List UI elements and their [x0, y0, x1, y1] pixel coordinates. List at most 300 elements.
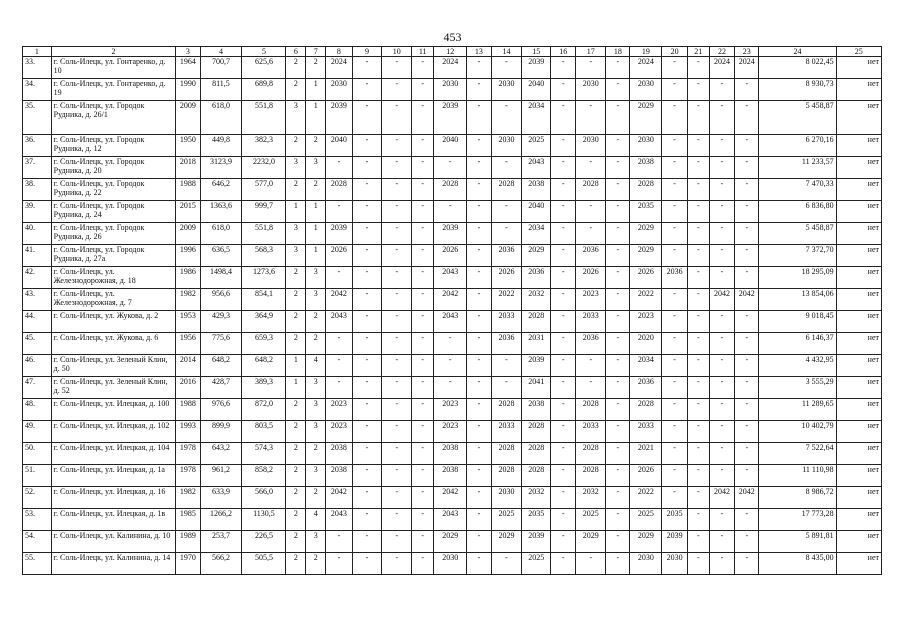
- table-cell: 2038: [326, 465, 352, 487]
- table-cell: -: [576, 223, 606, 245]
- table-cell: -: [352, 289, 382, 311]
- status-cell: нет: [836, 421, 881, 443]
- table-cell: 803,5: [242, 421, 286, 443]
- table-row: [23, 377, 882, 399]
- table-cell: -: [709, 157, 734, 179]
- table-cell: -: [687, 179, 709, 201]
- table-row: [23, 421, 882, 443]
- table-cell: -: [491, 377, 522, 399]
- column-header: 19: [630, 47, 662, 57]
- address-cell: г. Соль-Илецк, ул. Илецкая, д. 1а: [51, 465, 176, 487]
- table-row: [23, 79, 882, 101]
- table-cell: -: [735, 135, 759, 157]
- table-cell: -: [662, 399, 687, 421]
- table-cell: -: [606, 179, 630, 201]
- table-cell: 2030: [491, 487, 522, 509]
- address-cell: г. Соль-Илецк, ул. Илецкая, д. 102: [51, 421, 176, 443]
- table-cell: -: [709, 399, 734, 421]
- table-cell: -: [662, 201, 687, 223]
- table-cell: -: [412, 79, 434, 101]
- table-cell: 2023: [434, 399, 467, 421]
- table-cell: -: [326, 267, 352, 289]
- status-cell: нет: [836, 355, 881, 377]
- table-cell: 2043: [326, 311, 352, 333]
- table-cell: -: [326, 157, 352, 179]
- address-cell: г. Соль-Илецк, ул. Илецкая, д. 104: [51, 443, 176, 465]
- table-cell: -: [412, 421, 434, 443]
- table-cell: 1964: [176, 57, 200, 79]
- column-header: 18: [606, 47, 630, 57]
- table-cell: -: [326, 553, 352, 575]
- table-cell: 1: [286, 201, 306, 223]
- table-cell: 2028: [576, 443, 606, 465]
- status-cell: нет: [836, 333, 881, 355]
- column-header: 16: [551, 47, 576, 57]
- status-cell: нет: [836, 157, 881, 179]
- table-cell: 2: [286, 487, 306, 509]
- table-cell: 253,7: [200, 531, 242, 553]
- table-cell: -: [709, 267, 734, 289]
- table-cell: 1985: [176, 509, 200, 531]
- table-cell: -: [551, 355, 576, 377]
- capital-repair-table: [22, 46, 882, 575]
- table-cell: -: [576, 377, 606, 399]
- table-cell: -: [412, 179, 434, 201]
- table-cell: -: [662, 333, 687, 355]
- table-cell: 2035: [662, 509, 687, 531]
- table-cell: 2: [306, 135, 326, 157]
- table-cell: 551,8: [242, 223, 286, 245]
- table-cell: 2029: [630, 101, 662, 135]
- table-cell: -: [709, 135, 734, 157]
- table-cell: 551,8: [242, 101, 286, 135]
- table-cell: 1988: [176, 399, 200, 421]
- table-cell: 2028: [522, 311, 551, 333]
- status-cell: нет: [836, 399, 881, 421]
- table-cell: -: [687, 465, 709, 487]
- table-cell: 3: [306, 465, 326, 487]
- address-cell: г. Соль-Илецк, ул. Городок Рудника, д. 20: [51, 157, 176, 179]
- table-cell: -: [709, 377, 734, 399]
- table-cell: -: [382, 57, 412, 79]
- table-cell: -: [709, 531, 734, 553]
- status-cell: нет: [836, 179, 881, 201]
- address-cell: г. Соль-Илецк, ул. Городок Рудника, д. 24: [51, 201, 176, 223]
- table-cell: -: [412, 509, 434, 531]
- table-cell: 2036: [491, 333, 522, 355]
- table-cell: 1956: [176, 333, 200, 355]
- table-cell: 2028: [522, 465, 551, 487]
- table-cell: 2025: [522, 135, 551, 157]
- table-cell: -: [467, 377, 491, 399]
- table-cell: 568,3: [242, 245, 286, 267]
- table-cell: -: [412, 355, 434, 377]
- table-row: [23, 553, 882, 575]
- table-cell: -: [352, 421, 382, 443]
- table-cell: 574,3: [242, 443, 286, 465]
- table-cell: -: [352, 509, 382, 531]
- table-cell: -: [709, 311, 734, 333]
- column-header: 20: [662, 47, 687, 57]
- address-cell: г. Соль-Илецк, ул. Железнодорожная, д. 18: [51, 267, 176, 289]
- table-cell: -: [467, 399, 491, 421]
- table-cell: -: [382, 421, 412, 443]
- table-cell: -: [326, 333, 352, 355]
- table-row: [23, 157, 882, 179]
- table-cell: 2: [286, 443, 306, 465]
- table-cell: 2029: [576, 531, 606, 553]
- table-cell: 2033: [491, 421, 522, 443]
- table-cell: 2042: [735, 289, 759, 311]
- table-cell: -: [687, 399, 709, 421]
- table-cell: -: [352, 531, 382, 553]
- table-cell: -: [382, 101, 412, 135]
- table-cell: -: [412, 399, 434, 421]
- table-cell: -: [412, 553, 434, 575]
- table-cell: 2: [286, 531, 306, 553]
- status-cell: нет: [836, 553, 881, 575]
- row-number: 43.: [23, 289, 52, 311]
- table-cell: 648,2: [200, 355, 242, 377]
- table-cell: 2032: [522, 487, 551, 509]
- table-cell: -: [687, 245, 709, 267]
- table-cell: 2029: [630, 223, 662, 245]
- table-cell: -: [606, 509, 630, 531]
- table-cell: -: [382, 79, 412, 101]
- table-cell: 2038: [522, 179, 551, 201]
- table-cell: 2: [286, 333, 306, 355]
- cost-cell: 7 372,70: [759, 245, 836, 267]
- table-cell: -: [662, 135, 687, 157]
- table-cell: 2026: [576, 267, 606, 289]
- row-number: 53.: [23, 509, 52, 531]
- table-cell: 1: [306, 101, 326, 135]
- table-cell: -: [551, 179, 576, 201]
- status-cell: нет: [836, 79, 881, 101]
- row-number: 51.: [23, 465, 52, 487]
- table-cell: -: [687, 311, 709, 333]
- table-cell: -: [662, 311, 687, 333]
- row-number: 46.: [23, 355, 52, 377]
- table-cell: 618,0: [200, 101, 242, 135]
- table-cell: 1: [306, 201, 326, 223]
- table-cell: 1982: [176, 487, 200, 509]
- status-cell: нет: [836, 223, 881, 245]
- table-cell: -: [687, 101, 709, 135]
- address-cell: г. Соль-Илецк, ул. Гонтаренко, д. 10: [51, 57, 176, 79]
- table-cell: -: [735, 79, 759, 101]
- table-cell: -: [709, 333, 734, 355]
- table-row: [23, 223, 882, 245]
- table-cell: 1978: [176, 443, 200, 465]
- table-cell: 2039: [326, 101, 352, 135]
- table-cell: 2: [306, 443, 326, 465]
- table-cell: 3: [306, 421, 326, 443]
- table-cell: 2039: [522, 57, 551, 79]
- table-cell: 2043: [434, 267, 467, 289]
- table-cell: -: [467, 289, 491, 311]
- column-header: 21: [687, 47, 709, 57]
- table-cell: -: [491, 157, 522, 179]
- address-cell: г. Соль-Илецк, ул. Зеленый Клин, д. 50: [51, 355, 176, 377]
- cost-cell: 11 233,57: [759, 157, 836, 179]
- table-cell: -: [551, 101, 576, 135]
- status-cell: нет: [836, 509, 881, 531]
- table-cell: 2016: [176, 377, 200, 399]
- table-cell: 2023: [576, 289, 606, 311]
- table-cell: 854,1: [242, 289, 286, 311]
- table-cell: 2028: [491, 443, 522, 465]
- table-cell: 999,7: [242, 201, 286, 223]
- status-cell: нет: [836, 531, 881, 553]
- table-cell: -: [606, 487, 630, 509]
- table-cell: 2028: [491, 399, 522, 421]
- table-cell: -: [709, 509, 734, 531]
- table-cell: -: [735, 553, 759, 575]
- table-cell: 2022: [630, 289, 662, 311]
- table-row: [23, 57, 882, 79]
- table-cell: -: [491, 57, 522, 79]
- column-header: 5: [242, 47, 286, 57]
- column-header: 11: [412, 47, 434, 57]
- table-cell: -: [352, 223, 382, 245]
- table-cell: -: [467, 179, 491, 201]
- table-cell: -: [412, 135, 434, 157]
- table-cell: 1982: [176, 289, 200, 311]
- address-cell: г. Соль-Илецк, ул. Городок Рудника, д. 26/1: [51, 101, 176, 135]
- table-cell: -: [467, 223, 491, 245]
- table-cell: 2024: [709, 57, 734, 79]
- cost-cell: 3 555,29: [759, 377, 836, 399]
- cost-cell: 18 295,09: [759, 267, 836, 289]
- column-header: 15: [522, 47, 551, 57]
- table-cell: -: [606, 311, 630, 333]
- table-cell: 633,9: [200, 487, 242, 509]
- table-cell: -: [434, 201, 467, 223]
- table-cell: -: [467, 57, 491, 79]
- cost-cell: 17 773,28: [759, 509, 836, 531]
- table-cell: 2025: [522, 553, 551, 575]
- table-cell: -: [551, 333, 576, 355]
- table-cell: 2038: [630, 157, 662, 179]
- table-cell: -: [735, 179, 759, 201]
- table-cell: 3: [306, 157, 326, 179]
- table-cell: 2041: [522, 377, 551, 399]
- table-cell: 2043: [326, 509, 352, 531]
- table-cell: 2028: [491, 465, 522, 487]
- table-cell: 2025: [491, 509, 522, 531]
- cost-cell: 8 930,73: [759, 79, 836, 101]
- table-cell: -: [606, 333, 630, 355]
- table-cell: -: [412, 289, 434, 311]
- table-cell: 643,2: [200, 443, 242, 465]
- table-cell: -: [551, 201, 576, 223]
- row-number: 34.: [23, 79, 52, 101]
- address-cell: г. Соль-Илецк, ул. Городок Рудника, д. 22: [51, 179, 176, 201]
- table-cell: -: [735, 509, 759, 531]
- table-cell: -: [709, 223, 734, 245]
- table-cell: 2022: [491, 289, 522, 311]
- table-cell: -: [662, 487, 687, 509]
- table-cell: -: [382, 135, 412, 157]
- table-cell: -: [687, 377, 709, 399]
- table-cell: -: [467, 355, 491, 377]
- table-cell: 1266,2: [200, 509, 242, 531]
- table-cell: -: [412, 157, 434, 179]
- table-cell: -: [326, 355, 352, 377]
- table-cell: 2: [286, 57, 306, 79]
- table-cell: -: [551, 531, 576, 553]
- row-number: 35.: [23, 101, 52, 135]
- table-cell: 1: [286, 355, 306, 377]
- table-cell: -: [551, 289, 576, 311]
- table-cell: 2043: [434, 311, 467, 333]
- table-cell: -: [382, 201, 412, 223]
- table-cell: -: [662, 245, 687, 267]
- table-cell: 2036: [491, 245, 522, 267]
- status-cell: нет: [836, 487, 881, 509]
- table-cell: -: [412, 57, 434, 79]
- cost-cell: 7 470,33: [759, 179, 836, 201]
- table-cell: -: [412, 311, 434, 333]
- table-cell: 2029: [630, 245, 662, 267]
- table-cell: -: [491, 101, 522, 135]
- cost-cell: 9 018,45: [759, 311, 836, 333]
- table-cell: -: [467, 267, 491, 289]
- table-cell: 2033: [576, 421, 606, 443]
- table-row: [23, 289, 882, 311]
- table-cell: 2028: [326, 179, 352, 201]
- table-cell: 2034: [522, 223, 551, 245]
- table-cell: 2026: [630, 465, 662, 487]
- table-cell: 1993: [176, 421, 200, 443]
- table-cell: 2028: [630, 399, 662, 421]
- table-cell: 2026: [630, 267, 662, 289]
- table-cell: 2026: [326, 245, 352, 267]
- table-cell: 4: [306, 509, 326, 531]
- table-cell: -: [662, 465, 687, 487]
- table-cell: -: [352, 377, 382, 399]
- table-cell: -: [576, 157, 606, 179]
- table-cell: 2035: [630, 201, 662, 223]
- table-cell: 2030: [434, 553, 467, 575]
- table-cell: -: [382, 289, 412, 311]
- address-cell: г. Соль-Илецк, ул. Городок Рудника, д. 26: [51, 223, 176, 245]
- table-cell: -: [735, 101, 759, 135]
- table-cell: -: [687, 135, 709, 157]
- table-cell: 2040: [326, 135, 352, 157]
- row-number: 50.: [23, 443, 52, 465]
- table-cell: -: [382, 487, 412, 509]
- table-cell: 2: [286, 311, 306, 333]
- table-cell: -: [491, 223, 522, 245]
- table-cell: 2040: [522, 79, 551, 101]
- status-cell: нет: [836, 245, 881, 267]
- table-cell: -: [352, 201, 382, 223]
- table-cell: -: [382, 509, 412, 531]
- table-cell: -: [551, 399, 576, 421]
- table-cell: 2: [286, 179, 306, 201]
- table-cell: -: [662, 101, 687, 135]
- table-cell: -: [551, 135, 576, 157]
- row-number: 49.: [23, 421, 52, 443]
- table-cell: 2024: [630, 57, 662, 79]
- table-cell: 449,8: [200, 135, 242, 157]
- table-cell: -: [606, 223, 630, 245]
- table-row: [23, 465, 882, 487]
- table-cell: 2021: [630, 443, 662, 465]
- table-cell: 689,8: [242, 79, 286, 101]
- column-header: 10: [382, 47, 412, 57]
- table-cell: 2: [306, 553, 326, 575]
- table-cell: 2014: [176, 355, 200, 377]
- table-cell: -: [326, 531, 352, 553]
- table-cell: 566,2: [200, 553, 242, 575]
- table-cell: 618,0: [200, 223, 242, 245]
- column-header: 22: [709, 47, 734, 57]
- table-cell: -: [352, 57, 382, 79]
- table-cell: 2: [286, 421, 306, 443]
- table-cell: -: [326, 377, 352, 399]
- table-cell: 2030: [630, 79, 662, 101]
- table-cell: 2042: [709, 289, 734, 311]
- table-cell: -: [352, 157, 382, 179]
- table-cell: 2039: [326, 223, 352, 245]
- table-cell: 2038: [434, 443, 467, 465]
- table-cell: -: [352, 311, 382, 333]
- table-cell: 2029: [630, 531, 662, 553]
- table-cell: -: [662, 443, 687, 465]
- table-cell: -: [606, 201, 630, 223]
- table-cell: -: [467, 245, 491, 267]
- table-cell: 2033: [630, 421, 662, 443]
- cost-cell: 8 022,45: [759, 57, 836, 79]
- table-cell: 2032: [522, 289, 551, 311]
- table-cell: -: [352, 333, 382, 355]
- table-cell: -: [551, 443, 576, 465]
- table-cell: -: [551, 223, 576, 245]
- table-cell: 2030: [662, 553, 687, 575]
- table-cell: 646,2: [200, 179, 242, 201]
- cost-cell: 4 432,95: [759, 355, 836, 377]
- table-cell: -: [662, 57, 687, 79]
- table-cell: -: [687, 157, 709, 179]
- table-cell: -: [551, 311, 576, 333]
- table-row: [23, 333, 882, 355]
- cost-cell: 11 110,98: [759, 465, 836, 487]
- row-number: 42.: [23, 267, 52, 289]
- table-cell: 2029: [522, 245, 551, 267]
- table-cell: 2028: [522, 421, 551, 443]
- table-cell: 2032: [576, 487, 606, 509]
- table-cell: -: [467, 531, 491, 553]
- table-cell: 2009: [176, 223, 200, 245]
- table-cell: -: [412, 223, 434, 245]
- table-cell: 2039: [434, 101, 467, 135]
- column-header: 2: [51, 47, 176, 57]
- table-cell: 3: [306, 289, 326, 311]
- table-cell: -: [434, 355, 467, 377]
- table-cell: 2042: [326, 289, 352, 311]
- table-cell: 3: [306, 399, 326, 421]
- row-number: 40.: [23, 223, 52, 245]
- address-cell: г. Соль-Илецк, ул. Гонтаренко, д. 19: [51, 79, 176, 101]
- table-cell: -: [735, 443, 759, 465]
- table-cell: 1363,6: [200, 201, 242, 223]
- table-cell: -: [467, 157, 491, 179]
- table-cell: -: [576, 201, 606, 223]
- table-cell: 700,7: [200, 57, 242, 79]
